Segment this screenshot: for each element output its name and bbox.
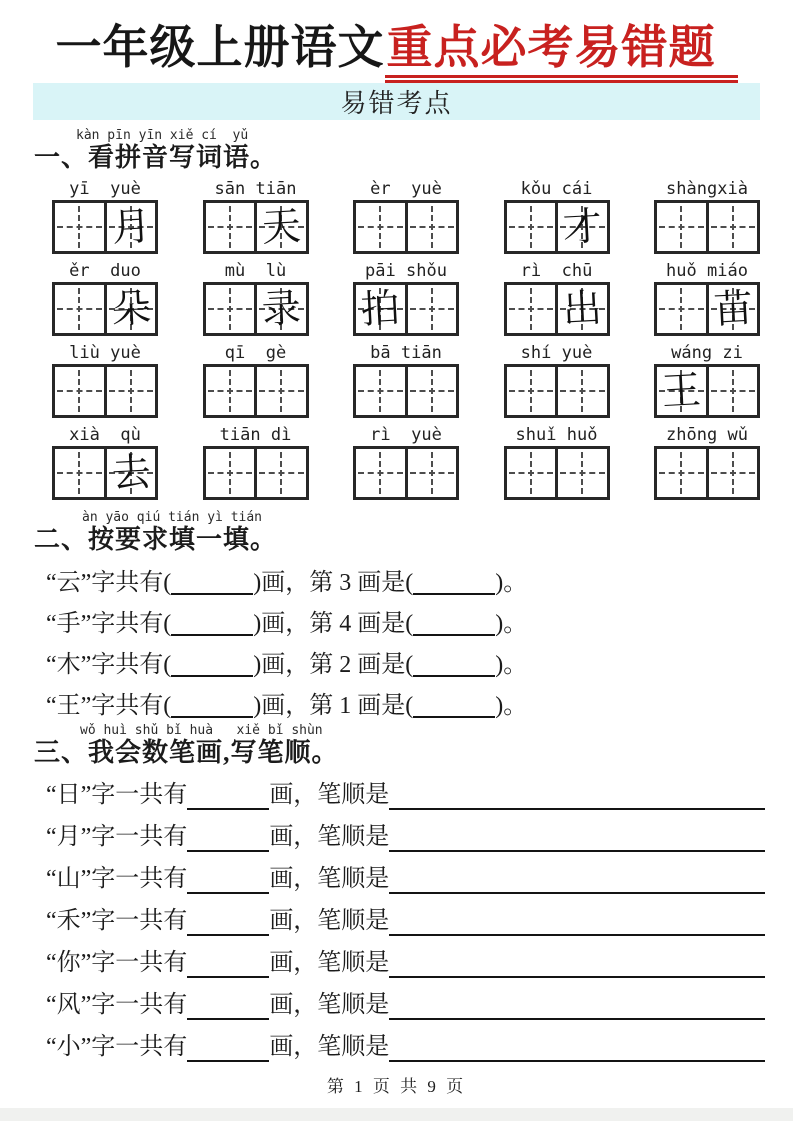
stroke-blank (187, 904, 269, 936)
pinyin-box-group (203, 342, 309, 418)
stroke-count-line (46, 946, 765, 978)
handwritten-char (656, 448, 707, 498)
handwritten-char (505, 202, 556, 252)
tianzige-cell (507, 449, 556, 497)
pinyin-box-row (52, 260, 760, 336)
pinyin-label: yī yuè (69, 179, 141, 200)
stroke-order-blank (389, 862, 765, 894)
pinyin-box-group (353, 342, 459, 418)
tianzige-cell (55, 285, 104, 333)
tianzige-cell (104, 285, 156, 333)
tianzige-cell (356, 449, 405, 497)
title-red-text: 重点必考易错题 (385, 22, 738, 83)
tianzige-cell (206, 367, 255, 415)
handwritten-char: 苗 (712, 286, 754, 332)
pinyin-label: shuǐ huǒ (515, 425, 598, 446)
section-one-heading: 一、看拼音写词语。 (34, 142, 278, 172)
tianzige-cell (254, 449, 306, 497)
tianzige-cell (657, 285, 706, 333)
banner-label: 易错考点 (340, 88, 453, 118)
tianzige-cell (555, 449, 607, 497)
pinyin-box-grid (52, 178, 760, 500)
pinyin-box-group (52, 260, 158, 336)
line-text: )画，第 3 画是( (253, 570, 414, 597)
tianzige-pair (203, 282, 309, 336)
tianzige-cell (104, 367, 156, 415)
tianzige-cell (55, 203, 104, 251)
tianzige-cell (706, 367, 758, 415)
handwritten-char (505, 284, 556, 334)
pinyin-label: pāi shǒu (365, 261, 447, 282)
pinyin-box-group (353, 178, 459, 254)
pinyin-label: wáng zi (671, 343, 743, 364)
tianzige-cell (206, 203, 255, 251)
topic-banner (33, 83, 760, 120)
handwritten-char (105, 366, 156, 416)
pinyin-box-row (52, 424, 760, 500)
fill-blank-line (46, 569, 793, 596)
section-two-pinyin: àn yāo qiú tián yì tián (82, 510, 263, 526)
fill-blank-line (46, 651, 793, 678)
answer-blank (171, 651, 253, 677)
pinyin-box-group (504, 178, 610, 254)
tianzige-cell (405, 449, 457, 497)
answer-blank (413, 569, 495, 595)
section-two-lines (0, 569, 793, 719)
section-two-heading: 二、按要求填一填。 (34, 525, 278, 555)
handwritten-char (406, 448, 457, 498)
stroke-blank (187, 946, 269, 978)
answer-blank (413, 610, 495, 636)
pinyin-label: bā tiān (370, 343, 442, 364)
handwritten-char (355, 202, 406, 252)
pinyin-box-group (52, 424, 158, 500)
tianzige-pair (353, 364, 459, 418)
answer-blank (413, 692, 495, 718)
handwritten-char: 出 (561, 286, 603, 332)
pinyin-box-group (353, 424, 459, 500)
tianzige-pair (203, 200, 309, 254)
tianzige-cell (657, 367, 706, 415)
pinyin-label: xià qù (69, 425, 141, 446)
handwritten-char (707, 202, 758, 252)
handwritten-char (505, 448, 556, 498)
line-text: 画，笔顺是 (269, 866, 390, 893)
section-three-lines (0, 778, 793, 1062)
tianzige-pair (654, 446, 760, 500)
handwritten-char: 月 (110, 204, 152, 250)
tianzige-pair (52, 282, 158, 336)
tianzige-pair (654, 282, 760, 336)
pinyin-box-group (203, 178, 309, 254)
stroke-count-line (46, 862, 765, 894)
handwritten-char (406, 284, 457, 334)
handwritten-char: 王 (660, 368, 702, 414)
line-text: “月”字一共有 (46, 824, 188, 851)
answer-blank (171, 610, 253, 636)
tianzige-pair (52, 364, 158, 418)
pinyin-label: shí yuè (520, 343, 593, 364)
handwritten-char: 朵 (110, 286, 152, 332)
tianzige-cell (507, 367, 556, 415)
handwritten-char (204, 448, 255, 498)
tianzige-cell (507, 285, 556, 333)
line-text: )画，第 2 画是( (253, 652, 414, 679)
pinyin-label: kǒu cái (520, 179, 593, 200)
tianzige-pair (504, 200, 610, 254)
pinyin-box-group (353, 260, 459, 336)
worksheet-title (0, 0, 793, 74)
pinyin-label: shàngxià (666, 179, 748, 200)
stroke-order-blank (389, 946, 765, 978)
tianzige-cell (555, 367, 607, 415)
pinyin-box-row (52, 178, 760, 254)
line-text: )。 (495, 570, 528, 597)
tianzige-cell (555, 203, 607, 251)
stroke-blank (187, 988, 269, 1020)
line-text: “风”字一共有 (46, 992, 188, 1019)
handwritten-char: 天 (260, 204, 302, 250)
pinyin-box-group (654, 260, 760, 336)
line-text: 画，笔顺是 (269, 1034, 390, 1061)
handwritten-char (557, 448, 608, 498)
fill-blank-line (46, 610, 793, 637)
handwritten-char (54, 366, 105, 416)
tianzige-cell (206, 285, 255, 333)
handwritten-char (656, 284, 707, 334)
stroke-order-blank (389, 820, 765, 852)
line-text: “山”字一共有 (46, 866, 188, 893)
tianzige-cell (356, 285, 405, 333)
pinyin-label: sān tiān (214, 179, 297, 200)
line-text: “小”字一共有 (46, 1034, 188, 1061)
handwritten-char (54, 284, 105, 334)
pinyin-label: ěr duo (69, 261, 141, 282)
pinyin-label: zhōng wǔ (666, 425, 748, 446)
pinyin-box-group (654, 178, 760, 254)
section-one-pinyin: kàn pīn yīn xiě cí yǔ (76, 127, 249, 143)
pinyin-label: huǒ miáo (666, 261, 748, 282)
handwritten-char (707, 366, 758, 416)
stroke-order-blank (389, 778, 765, 810)
tianzige-cell (55, 367, 104, 415)
handwritten-char: 才 (561, 204, 603, 250)
tianzige-cell (657, 449, 706, 497)
tianzige-pair (203, 364, 309, 418)
section-three-pinyin: wǒ huì shǔ bǐ huà xiě bǐ shùn (80, 723, 323, 739)
tianzige-cell (55, 449, 104, 497)
line-text: “禾”字一共有 (46, 908, 188, 935)
line-text: )。 (495, 611, 528, 638)
answer-blank (413, 651, 495, 677)
tianzige-cell (657, 203, 706, 251)
title-black-text: 一年级上册语文 (55, 22, 385, 73)
stroke-blank (187, 778, 269, 810)
pinyin-box-group (654, 342, 760, 418)
handwritten-char (406, 202, 457, 252)
line-text: )。 (495, 693, 528, 720)
tianzige-pair (353, 282, 459, 336)
pinyin-box-row (52, 342, 760, 418)
fill-blank-line (46, 692, 793, 719)
tianzige-pair (353, 446, 459, 500)
handwritten-char (707, 448, 758, 498)
line-text: )。 (495, 652, 528, 679)
tianzige-pair (504, 282, 610, 336)
tianzige-cell (104, 449, 156, 497)
stroke-order-blank (389, 904, 765, 936)
line-text: “王”字共有( (46, 693, 172, 720)
pinyin-label: rì yuè (370, 425, 442, 446)
line-text: “木”字共有( (46, 652, 172, 679)
tianzige-pair (52, 446, 158, 500)
stroke-count-line (46, 988, 765, 1020)
pinyin-label: rì chū (520, 261, 593, 282)
pinyin-box-group (203, 424, 309, 500)
pinyin-box-group (203, 260, 309, 336)
tianzige-pair (52, 200, 158, 254)
pinyin-label: mù lù (224, 261, 287, 282)
handwritten-char (204, 366, 255, 416)
stroke-order-blank (389, 1030, 765, 1062)
line-text: 画，笔顺是 (269, 824, 390, 851)
tianzige-cell (254, 203, 306, 251)
handwritten-char: 去 (110, 450, 152, 496)
tianzige-cell (706, 203, 758, 251)
pinyin-box-group (52, 342, 158, 418)
handwritten-char (256, 448, 307, 498)
handwritten-char (557, 366, 608, 416)
section-three-heading: 三、我会数笔画,写笔顺。 (34, 738, 339, 768)
line-text: )画，第 1 画是( (253, 693, 414, 720)
tianzige-cell (507, 203, 556, 251)
tianzige-cell (405, 367, 457, 415)
pinyin-label: liù yuè (69, 343, 141, 364)
handwritten-char (256, 366, 307, 416)
stroke-count-line (46, 1030, 765, 1062)
answer-blank (171, 692, 253, 718)
line-text: 画，笔顺是 (269, 782, 390, 809)
pinyin-label: tiān dì (219, 425, 292, 446)
pinyin-box-group (52, 178, 158, 254)
handwritten-char: 录 (260, 286, 302, 332)
handwritten-char (204, 202, 255, 252)
tianzige-cell (706, 285, 758, 333)
handwritten-char (656, 202, 707, 252)
tianzige-pair (203, 446, 309, 500)
handwritten-char (505, 366, 556, 416)
line-text: 画，笔顺是 (269, 950, 390, 977)
answer-blank (171, 569, 253, 595)
page-footer: 第 1 页 共 9 页 (326, 1077, 467, 1096)
pinyin-box-group (654, 424, 760, 500)
handwritten-char: 拍 (359, 286, 401, 332)
pinyin-label: èr yuè (370, 179, 442, 200)
handwritten-char (54, 448, 105, 498)
tianzige-cell (356, 203, 405, 251)
pinyin-box-group (504, 424, 610, 500)
tianzige-pair (504, 364, 610, 418)
handwritten-char (204, 284, 255, 334)
tianzige-cell (706, 449, 758, 497)
line-text: “手”字共有( (46, 611, 172, 638)
tianzige-cell (206, 449, 255, 497)
stroke-blank (187, 820, 269, 852)
tianzige-cell (254, 367, 306, 415)
pinyin-box-group (504, 342, 610, 418)
stroke-count-line (46, 820, 765, 852)
stroke-order-blank (389, 988, 765, 1020)
tianzige-pair (654, 200, 760, 254)
line-text: “日”字一共有 (46, 782, 188, 809)
scan-edge-shadow (0, 1108, 793, 1121)
line-text: 画，笔顺是 (269, 992, 390, 1019)
pinyin-box-group (504, 260, 610, 336)
tianzige-pair (504, 446, 610, 500)
handwritten-char (54, 202, 105, 252)
handwritten-char (355, 448, 406, 498)
stroke-blank (187, 1030, 269, 1062)
tianzige-cell (405, 285, 457, 333)
stroke-blank (187, 862, 269, 894)
tianzige-pair (353, 200, 459, 254)
handwritten-char (406, 366, 457, 416)
pinyin-label: qī gè (224, 343, 287, 364)
tianzige-cell (555, 285, 607, 333)
stroke-count-line (46, 904, 765, 936)
tianzige-cell (104, 203, 156, 251)
tianzige-cell (254, 285, 306, 333)
stroke-count-line (46, 778, 765, 810)
line-text: “云”字共有( (46, 570, 172, 597)
line-text: “你”字一共有 (46, 950, 188, 977)
handwritten-char (355, 366, 406, 416)
line-text: 画，笔顺是 (269, 908, 390, 935)
line-text: )画，第 4 画是( (253, 611, 414, 638)
tianzige-cell (405, 203, 457, 251)
tianzige-cell (356, 367, 405, 415)
tianzige-pair (654, 364, 760, 418)
